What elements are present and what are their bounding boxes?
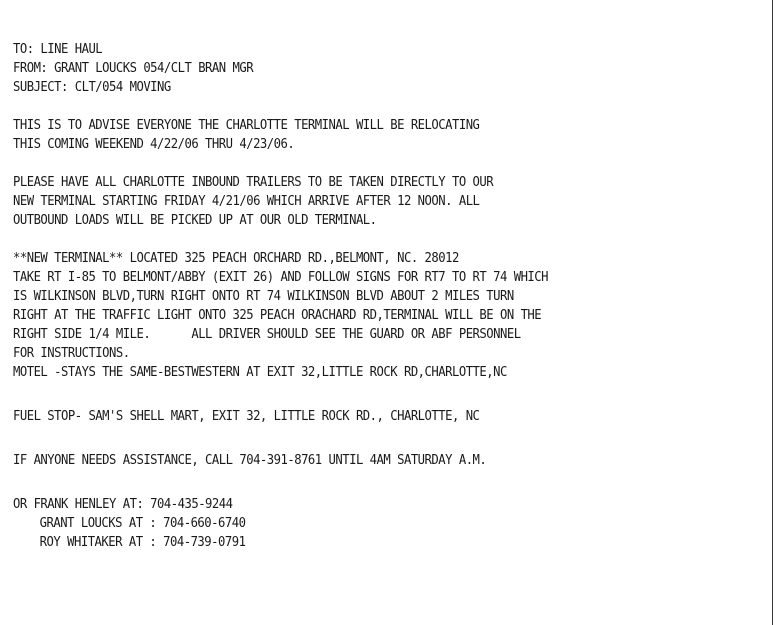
fuel-stop-info: FUEL STOP- SAM'S SHELL MART, EXIT 32, LITTLE ROCK RD., CHARLOTTE, NC: [13, 409, 480, 424]
motel-info: MOTEL -STAYS THE SAME-BESTWESTERN AT EXIT 32,LITTLE ROCK RD,CHARLOTTE,NC: [13, 365, 507, 380]
paragraph-line: OUTBOUND LOADS WILL BE PICKED UP AT OUR OLD TERMINAL.: [13, 213, 377, 228]
inbound-trailers-paragraph: [13, 173, 761, 230]
paragraph-line: THIS IS TO ADVISE EVERYONE THE CHARLOTTE TERMINAL WILL BE RELOCATING: [13, 118, 480, 133]
paragraph-line: NEW TERMINAL STARTING FRIDAY 4/21/06 WHICH ARRIVE AFTER 12 NOON. ALL: [13, 194, 480, 209]
contact-list: [13, 495, 761, 552]
contact-roy-whitaker: ROY WHITAKER AT : 704-739-0791: [39, 535, 246, 550]
paragraph-line: RIGHT AT THE TRAFFIC LIGHT ONTO 325 PEACH ORACHARD RD,TERMINAL WILL BE ON THE: [13, 308, 542, 323]
relocation-notice-paragraph: [13, 116, 761, 154]
contact-frank-henley: OR FRANK HENLEY AT: 704-435-9244: [13, 497, 233, 512]
memo-from: FROM: GRANT LOUCKS 054/CLT BRAN MGR: [13, 61, 254, 76]
fax-memo: [13, 40, 761, 552]
paragraph-line: THIS COMING WEEKEND 4/22/06 THRU 4/23/06.: [13, 137, 295, 152]
assistance-info: IF ANYONE NEEDS ASSISTANCE, CALL 704-391-8761 UNTIL 4AM SATURDAY A.M.: [13, 453, 487, 468]
paragraph-line: **NEW TERMINAL** LOCATED 325 PEACH ORCHARD RD.,BELMONT, NC. 28012: [13, 251, 459, 266]
paragraph-line: IS WILKINSON BLVD,TURN RIGHT ONTO RT 74 WILKINSON BLVD ABOUT 2 MILES TURN: [13, 289, 514, 304]
memo-to: TO: LINE HAUL: [13, 42, 103, 57]
memo-header: [13, 40, 761, 97]
memo-subject: SUBJECT: CLT/054 MOVING: [13, 80, 171, 95]
contact-grant-loucks: GRANT LOUCKS AT : 704-660-6740: [39, 516, 246, 531]
page-right-border: [772, 0, 773, 625]
new-terminal-directions: [13, 249, 761, 363]
paragraph-line: RIGHT SIDE 1/4 MILE. ALL DRIVER SHOULD SEE THE GUARD OR ABF PERSONNEL: [13, 327, 521, 342]
paragraph-line: PLEASE HAVE ALL CHARLOTTE INBOUND TRAILERS TO BE TAKEN DIRECTLY TO OUR: [13, 175, 494, 190]
paragraph-line: FOR INSTRUCTIONS.: [13, 346, 130, 361]
paragraph-line: TAKE RT I-85 TO BELMONT/ABBY (EXIT 26) AND FOLLOW SIGNS FOR RT7 TO RT 74 WHICH: [13, 270, 549, 285]
